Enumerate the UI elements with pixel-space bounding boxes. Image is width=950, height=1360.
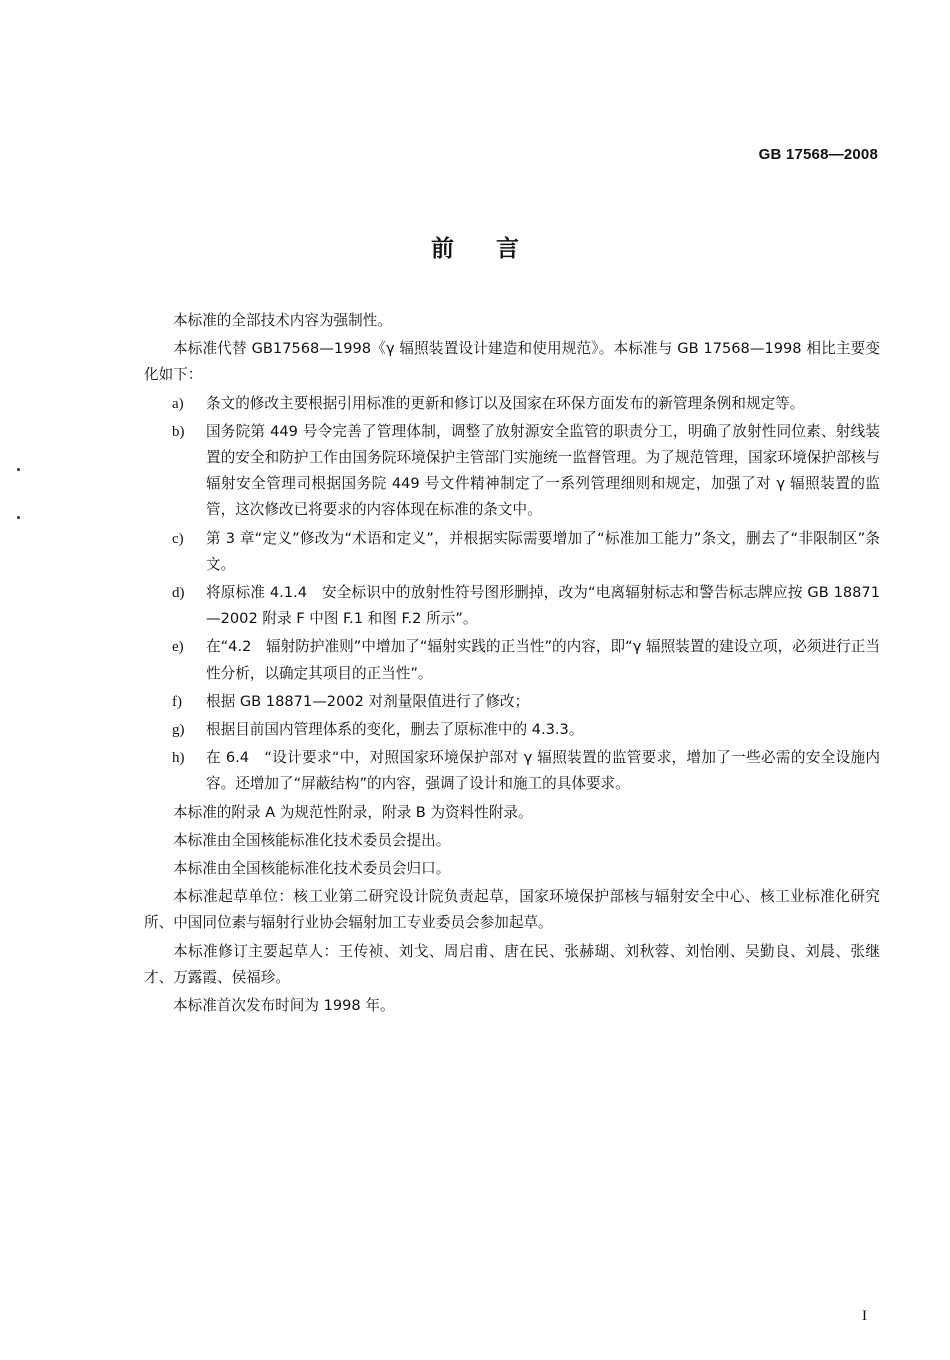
list-item-text: 国务院第 449 号令完善了管理体制，调整了放射源安全监管的职责分工，明确了放射性同位素、射线装置的安全和防护工作由国务院环境保护主管部门实施统一监督管理。为了规范管理，国家环境保护部核与辐射安全管理司根据国务院 449 号文件精神制定了一系列管理细则和规定，加强了对 γ 辐照装置的监管，这次修改已将要求的内容体现在标准的条文中。	[206, 422, 880, 519]
list-item-label: c)	[172, 530, 184, 547]
list-item-text: 条文的修改主要根据引用标准的更新和修订以及国家在环保方面发布的新管理条例和规定等。	[206, 394, 805, 412]
list-item	[144, 689, 880, 715]
list-item-text: 根据目前国内管理体系的变化，删去了原标准中的 4.3.3。	[206, 721, 584, 739]
list-item-text: 在“4.2 辐射防护准则”中增加了“辐射实践的正当性”的内容，即“γ 辐照装置的建设立项，必须进行正当性分析，以确定其项目的正当性”。	[206, 638, 880, 682]
preface-body	[144, 308, 880, 1021]
paragraph: 本标准由全国核能标准化技术委员会提出。	[173, 831, 451, 849]
list-item-label: f)	[172, 693, 182, 710]
list-item-label: a)	[172, 395, 184, 412]
list-item-label: g)	[172, 722, 185, 739]
standard-code: GB 17568—2008	[758, 146, 878, 163]
paragraph: 本标准起草单位：核工业第二研究设计院负责起草，国家环境保护部核与辐射安全中心、核工业标准化研究所、中国同位素与辐射行业协会辐射加工专业委员会参加起草。	[144, 888, 880, 932]
list-item	[144, 526, 880, 578]
title-char-1: 前	[431, 236, 454, 262]
list-item-text: 将原标准 4.1.4 安全标识中的放射性符号图形删掉，改为“电离辐射标志和警告标志牌应按 GB 18871—2002 附录 F 中图 F.1 和图 F.2 所示”。	[206, 584, 880, 628]
page-title	[0, 230, 950, 263]
list-item-text: 根据 GB 18871—2002 对剂量限值进行了修改；	[206, 692, 530, 710]
list-item-text: 在 6.4 “设计要求“中，对照国家环境保护部对 γ 辐照装置的监管要求，增加了一些必需的安全设施内容。还增加了“屏蔽结构”的内容，强调了设计和施工的具体要求。	[206, 749, 880, 793]
list-item	[144, 580, 880, 632]
list-item-label: b)	[172, 423, 185, 440]
paragraph: 本标准修订主要起草人：王传祯、刘戈、周启甫、唐在民、张赫瑚、刘秋蓉、刘怡刚、吴勤良、刘晨、张继才、万露霞、侯福珍。	[144, 942, 880, 986]
page-number: I	[862, 1308, 867, 1324]
scan-mark	[17, 468, 20, 471]
title-char-2: 言	[496, 236, 519, 262]
scan-mark	[17, 516, 20, 519]
list-item	[144, 391, 880, 417]
list-item	[144, 419, 880, 524]
list-item	[144, 717, 880, 743]
list-item	[144, 745, 880, 797]
list-item-label: h)	[172, 750, 185, 767]
list-item-text: 第 3 章“定义”修改为“术语和定义”，并根据实际需要增加了“标准加工能力”条文，删去了“非限制区”条文。	[206, 529, 880, 573]
paragraph: 本标准的附录 A 为规范性附录，附录 B 为资料性附录。	[173, 803, 533, 821]
list-item	[144, 634, 880, 686]
list-item-label: e)	[172, 639, 184, 656]
paragraph: 本标准的全部技术内容为强制性。	[173, 312, 392, 329]
paragraph: 本标准代替 GB17568—1998《γ 辐照装置设计建造和使用规范》。本标准与 GB 17568—1998 相比主要变化如下：	[144, 340, 880, 384]
paragraph: 本标准首次发布时间为 1998 年。	[173, 997, 395, 1015]
paragraph: 本标准由全国核能标准化技术委员会归口。	[173, 860, 451, 878]
list-item-label: d)	[172, 585, 185, 602]
